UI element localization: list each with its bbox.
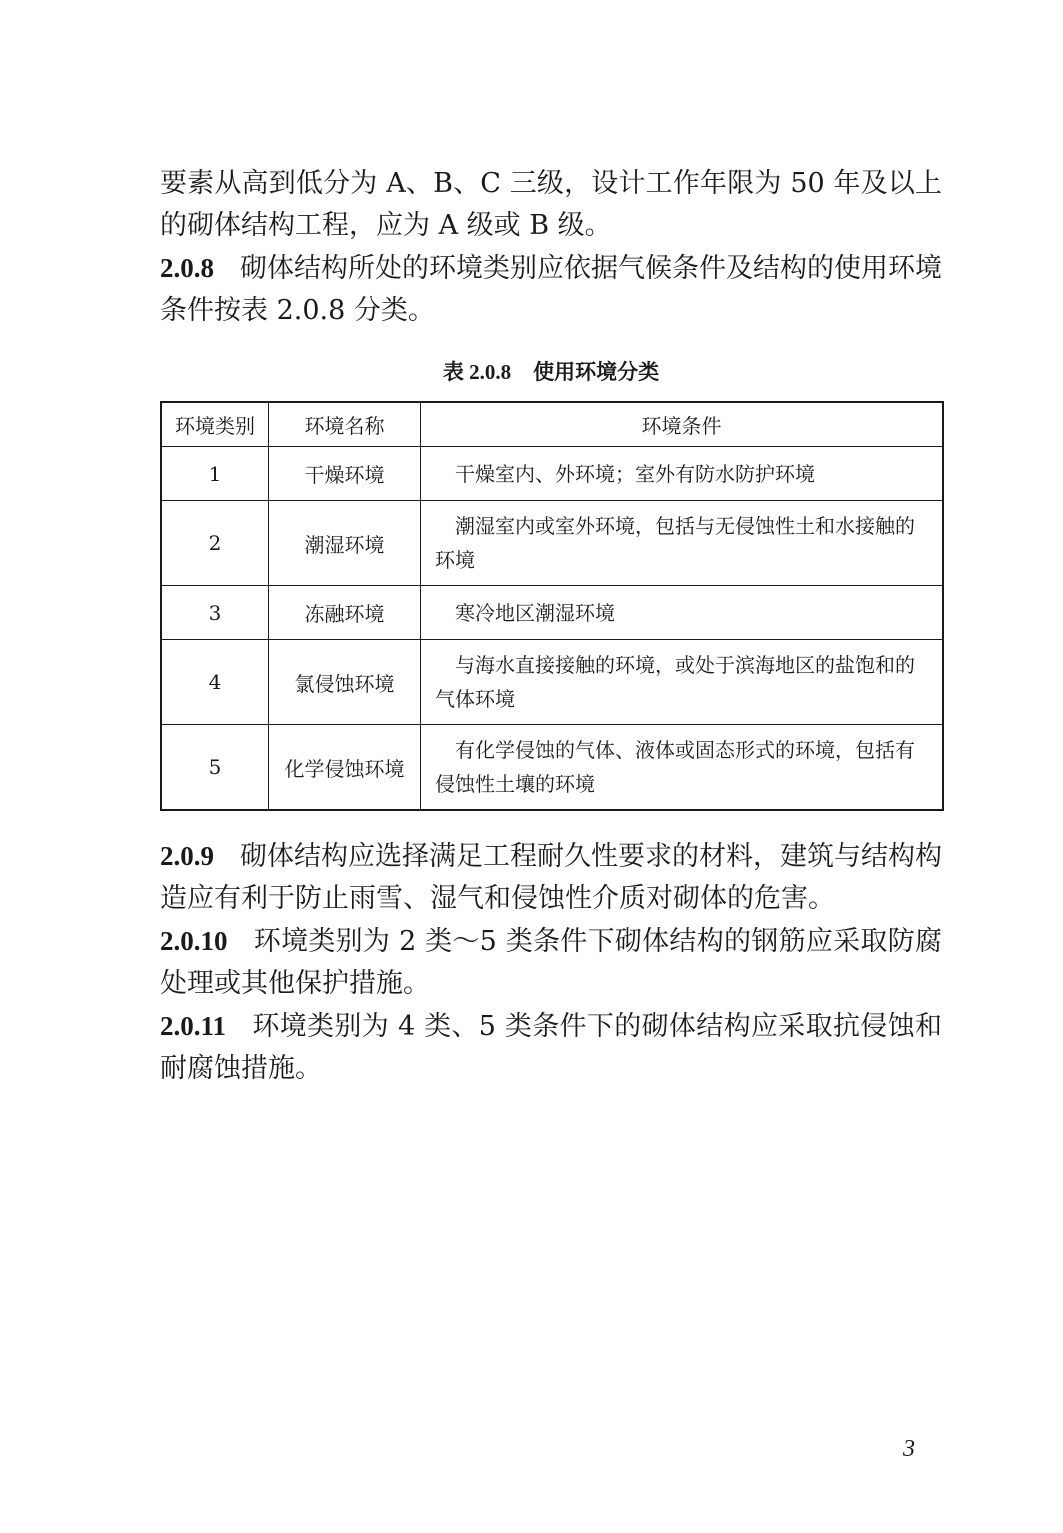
cell-condition <box>421 501 944 586</box>
cell-condition <box>421 586 944 640</box>
cell-category: 4 <box>161 640 269 725</box>
cell-name: 冻融环境 <box>269 586 421 640</box>
cell-name: 潮湿环境 <box>269 501 421 586</box>
cell-condition <box>421 447 944 501</box>
document-body <box>160 163 942 1090</box>
clause-text: 环境类别为 2 类～5 类条件下砌体结构的钢筋应采取防腐处理或其他保护措施。 <box>160 926 942 999</box>
paragraph-text: 要素从高到低分为 A、B、C 三级，设计工作年限为 50 年及以上的砌体结构工程，应为 A 级或 B 级。 <box>160 168 942 241</box>
cell-condition <box>421 640 944 725</box>
table-row <box>161 447 943 501</box>
table-row <box>161 586 943 640</box>
table-row <box>161 725 943 811</box>
cell-category: 2 <box>161 501 269 586</box>
cell-condition <box>421 725 944 811</box>
environment-classification-table <box>160 401 944 811</box>
clause-text: 环境类别为 4 类、5 类条件下的砌体结构应采取抗侵蚀和耐腐蚀措施。 <box>160 1011 942 1084</box>
clause-2-0-9 <box>160 835 942 920</box>
clause-number: 2.0.11 <box>160 1011 227 1041</box>
clause-2-0-11 <box>160 1005 942 1090</box>
cell-condition-text: 与海水直接接触的环境，或处于滨海地区的盐饱和的气体环境 <box>435 653 915 711</box>
header-name: 环境名称 <box>269 402 421 447</box>
cell-category: 5 <box>161 725 269 811</box>
cell-condition-text: 潮湿室内或室外环境，包括与无侵蚀性土和水接触的环境 <box>435 514 915 572</box>
clause-number: 2.0.8 <box>160 253 214 283</box>
clause-2-0-10 <box>160 920 942 1005</box>
header-category: 环境类别 <box>161 402 269 447</box>
clause-text: 砌体结构所处的环境类别应依据气候条件及结构的使用环境条件按表 2.0.8 分类。 <box>160 253 942 326</box>
cell-category: 1 <box>161 447 269 501</box>
clause-number: 2.0.9 <box>160 841 214 871</box>
clause-number: 2.0.10 <box>160 926 228 956</box>
page-number: 3 <box>903 1436 915 1462</box>
table-row <box>161 501 943 586</box>
cell-name: 干燥环境 <box>269 447 421 501</box>
cell-condition-text: 干燥室内、外环境；室外有防水防护环境 <box>455 461 815 486</box>
cell-name: 氯侵蚀环境 <box>269 640 421 725</box>
table-row <box>161 640 943 725</box>
table-header-row <box>161 402 943 447</box>
cell-name: 化学侵蚀环境 <box>269 725 421 811</box>
table-caption-title: 使用环境分类 <box>533 360 660 384</box>
clause-2-0-8 <box>160 247 942 332</box>
clause-text: 砌体结构应选择满足工程耐久性要求的材料，建筑与结构构造应有利于防止雨雪、湿气和侵蚀性介质对砌体的危害。 <box>160 841 942 914</box>
cell-condition-text: 寒冷地区潮湿环境 <box>455 600 615 625</box>
table-caption <box>160 358 942 386</box>
paragraph-continued <box>160 163 942 247</box>
cell-condition-text: 有化学侵蚀的气体、液体或固态形式的环境，包括有侵蚀性土壤的环境 <box>435 738 915 796</box>
table-caption-number: 表 2.0.8 <box>442 360 512 384</box>
header-condition: 环境条件 <box>421 402 944 447</box>
cell-category: 3 <box>161 586 269 640</box>
